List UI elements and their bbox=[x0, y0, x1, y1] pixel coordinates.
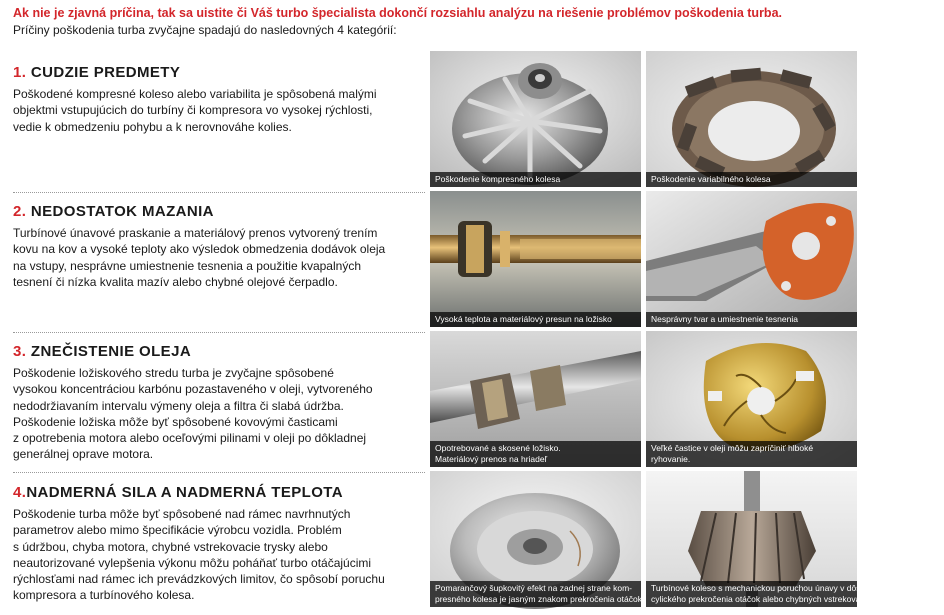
caption-line: presného kolesa je jasným znakom prekročenia otáčok bbox=[435, 593, 642, 604]
section-line: Poškodenie ložiska môže byť spôsobené kovovými časticami bbox=[13, 414, 338, 429]
section-lubrication bbox=[13, 203, 425, 290]
section-line: Turbínové únavové praskanie a materiálový prenos vytvorený trením bbox=[13, 226, 378, 240]
section-line: kompresora a turbínového kolesa. bbox=[13, 588, 195, 603]
section-title bbox=[13, 203, 425, 221]
section-line: s údržbou, chyba motora, chybné vstrekovacie trysky alebo bbox=[13, 539, 328, 554]
photo-caption bbox=[646, 441, 857, 467]
caption-line: Opotrebované a skosené ložisko. bbox=[435, 443, 561, 453]
section-title bbox=[13, 64, 425, 82]
caption-line: Vysoká teplota a materiálový presun na ložisko bbox=[435, 313, 612, 324]
section-oil-contamination bbox=[13, 343, 425, 463]
caption-line: Pomarančový šupkovitý efekt na zadnej strane kom- bbox=[435, 583, 633, 593]
section-divider bbox=[13, 332, 425, 333]
section-title bbox=[13, 484, 425, 502]
caption-line: Nesprávny tvar a umiestnenie tesnenia bbox=[651, 313, 798, 324]
photo-compressor-wheel bbox=[430, 51, 641, 187]
photo-worn-bearing bbox=[430, 331, 641, 467]
section-line: nedodržiavaním intervalu výmeny oleja a filtra či slabá údržba. bbox=[13, 398, 344, 413]
caption-line: Turbínové koleso s mechanickou poruchou únavy v dôsledku bbox=[651, 583, 881, 593]
section-text bbox=[13, 506, 425, 604]
section-heading: CUDZIE PREDMETY bbox=[30, 64, 181, 81]
photo-seal-plate bbox=[646, 191, 857, 327]
intro-subline: Príčiny poškodenia turba zvyčajne spadajú do nasledovných 4 kategórií: bbox=[13, 23, 397, 37]
section-line: neautorizované vylepšenia výkonu môžu poháňať turbo otáčajúcimi bbox=[13, 555, 372, 570]
photo-brass-plate bbox=[646, 331, 857, 467]
section-line: na vstupy, nesprávne umiestnenie tesnenia a použitie kvapalných bbox=[13, 258, 361, 273]
section-heading: NEDOSTATOK MAZANIA bbox=[30, 203, 214, 220]
photo-caption bbox=[646, 172, 857, 188]
photo-caption bbox=[646, 312, 857, 328]
section-line: Poškodenie turba môže byť spôsobené nad rámec navrhnutých bbox=[13, 507, 351, 521]
caption-line: Veľké častice v oleji môžu zapríčiniť hlboké bbox=[651, 443, 814, 453]
section-line: vedie k obmedzeniu pohybu a k nerovnováhe kolies. bbox=[13, 119, 292, 134]
section-text bbox=[13, 225, 425, 290]
section-line: Poškodenie ložiskového stredu turba je zvyčajne spôsobené bbox=[13, 366, 334, 380]
intro bbox=[13, 6, 933, 38]
section-divider bbox=[13, 472, 425, 473]
section-line: tesnení či nízka kvalita mazív alebo chybné olejové čerpadlo. bbox=[13, 274, 338, 289]
variable-vane-ring-icon bbox=[646, 51, 857, 187]
section-line: rýchlosťami nad rámec ich prevádzkových limitov, čo spôsobí poruchu bbox=[13, 572, 385, 587]
section-line: vysokou koncentráciou karbónu pozastaveného v oleji, vytvoreného bbox=[13, 382, 373, 397]
section-number: 1. bbox=[13, 64, 31, 81]
photo-turbine-wheel bbox=[646, 471, 903, 607]
photo-caption bbox=[430, 172, 641, 188]
bearing-shaft-icon bbox=[430, 191, 641, 327]
photo-bearing-shaft bbox=[430, 191, 641, 327]
intro-headline: Ak nie je zjavná príčina, tak sa uistite či Váš turbo špecialista dokončí rozsiahlu analýzu na riešenie problémov poškodenia turba. bbox=[13, 6, 782, 20]
photo-caption bbox=[646, 581, 903, 607]
photo-caption bbox=[430, 581, 641, 607]
section-heading: NADMERNÁ SILA A NADMERNÁ TEPLOTA bbox=[26, 484, 343, 501]
section-number: 2. bbox=[13, 203, 31, 220]
section-foreign-objects bbox=[13, 64, 425, 135]
section-excess-force bbox=[13, 484, 425, 604]
section-text bbox=[13, 365, 425, 463]
seal-plate-icon bbox=[646, 191, 857, 327]
section-text bbox=[13, 86, 425, 135]
caption-line: cylického prekročenia otáčok alebo chybných vstrekovacích trysiek bbox=[651, 593, 903, 604]
caption-line: ryhovanie. bbox=[651, 453, 691, 464]
section-number: 3. bbox=[13, 343, 31, 360]
caption-line: Poškodenie kompresného kolesa bbox=[435, 173, 561, 184]
caption-line: Materiálový prenos na hriadeľ bbox=[435, 453, 548, 464]
section-heading: ZNEČISTENIE OLEJA bbox=[30, 343, 192, 360]
caption-line: Poškodenie variabilného kolesa bbox=[651, 173, 771, 184]
section-title bbox=[13, 343, 425, 361]
section-line: objektmi vstupujúcich do turbíny či kompresora vo vysokej rýchlosti, bbox=[13, 103, 373, 118]
section-line: parametrov alebo mimo špecifikácie výrobcu vozidla. Problém bbox=[13, 523, 342, 538]
photo-caption bbox=[430, 312, 641, 328]
section-line: generálnej oprave motora. bbox=[13, 447, 154, 462]
compressor-wheel-icon bbox=[430, 51, 641, 187]
photo-compressor-backplate bbox=[430, 471, 641, 607]
section-line: kovu na kov a vysoké teploty ako výsledok obmedzenia dodávok oleja bbox=[13, 242, 386, 257]
section-divider bbox=[13, 192, 425, 193]
section-line: Poškodené kompresné koleso alebo variabilita je spôsobená malými bbox=[13, 87, 377, 101]
section-number: 4. bbox=[13, 484, 27, 501]
section-line: z opotrebenia motora alebo oceľovými pilinami v oleji po dôkladnej bbox=[13, 431, 367, 446]
photo-caption bbox=[430, 441, 641, 467]
photo-variable-vane bbox=[646, 51, 857, 187]
